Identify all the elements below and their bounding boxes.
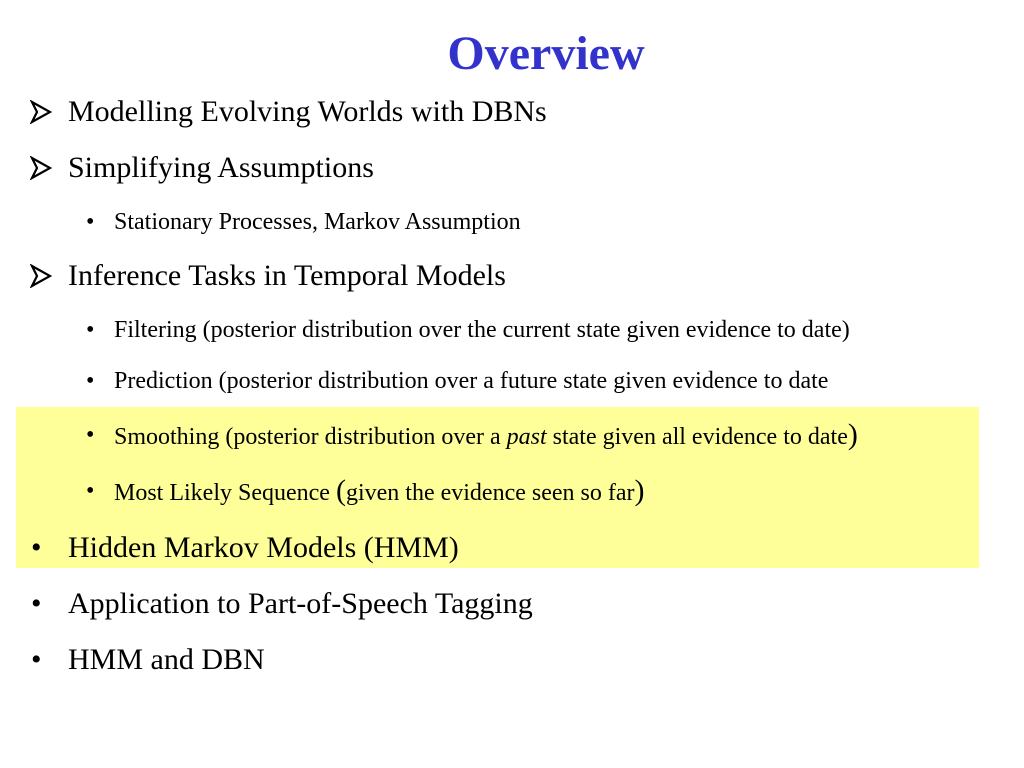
list-item-label: Application to Part-of-Speech Tagging	[68, 587, 533, 620]
list-item-label: Modelling Evolving Worlds with DBNs	[68, 95, 547, 128]
list-item	[0, 587, 1024, 621]
bullet-dot-icon: •	[86, 478, 95, 504]
list-item	[0, 259, 1024, 293]
list-item	[0, 208, 1024, 236]
list-item	[0, 474, 1024, 507]
list-item	[0, 151, 1024, 185]
list-item-label: Filtering (posterior distribution over the current state given evidence to date)	[114, 317, 850, 343]
text-segment: state given all evidence to date	[546, 424, 848, 450]
text-segment: Smoothing (posterior distribution over a	[114, 424, 507, 450]
emphasis-text: past	[506, 424, 547, 450]
arrow-bullet-icon	[30, 156, 54, 180]
list-item-label: Inference Tasks in Temporal Models	[68, 259, 506, 292]
list-item	[0, 531, 1024, 565]
list-item-label: Stationary Processes, Markov Assumption	[114, 209, 521, 235]
arrow-bullet-icon	[30, 264, 54, 288]
list-item-label: Prediction (posterior distribution over a future state given evidence to date	[114, 368, 829, 394]
bullet-dot-icon: •	[31, 531, 42, 564]
text-segment: given the evidence seen so far	[345, 480, 635, 506]
paren-close: )	[634, 474, 645, 507]
arrow-bullet-icon	[30, 100, 54, 124]
list-item	[0, 316, 1024, 344]
list-item-label	[114, 418, 858, 451]
bullet-dot-icon: •	[31, 587, 42, 620]
list-item-label: Simplifying Assumptions	[68, 151, 374, 184]
bullet-dot-icon: •	[86, 317, 95, 343]
list-item-label: HMM and DBN	[68, 643, 265, 676]
bullet-dot-icon: •	[86, 422, 95, 448]
list-item	[0, 643, 1024, 677]
bullet-dot-icon: •	[86, 209, 95, 235]
bullet-dot-icon: •	[86, 368, 95, 394]
text-segment: Most Likely Sequence	[114, 480, 336, 506]
list-item	[0, 95, 1024, 129]
bullet-dot-icon: •	[31, 643, 42, 676]
slide-title: Overview	[447, 27, 645, 80]
paren-close: )	[847, 418, 858, 451]
list-item-label: Hidden Markov Models (HMM)	[68, 531, 459, 564]
paren-open: (	[335, 474, 346, 507]
list-item	[0, 367, 1024, 395]
list-item-label	[114, 474, 645, 507]
list-item	[0, 418, 1024, 451]
